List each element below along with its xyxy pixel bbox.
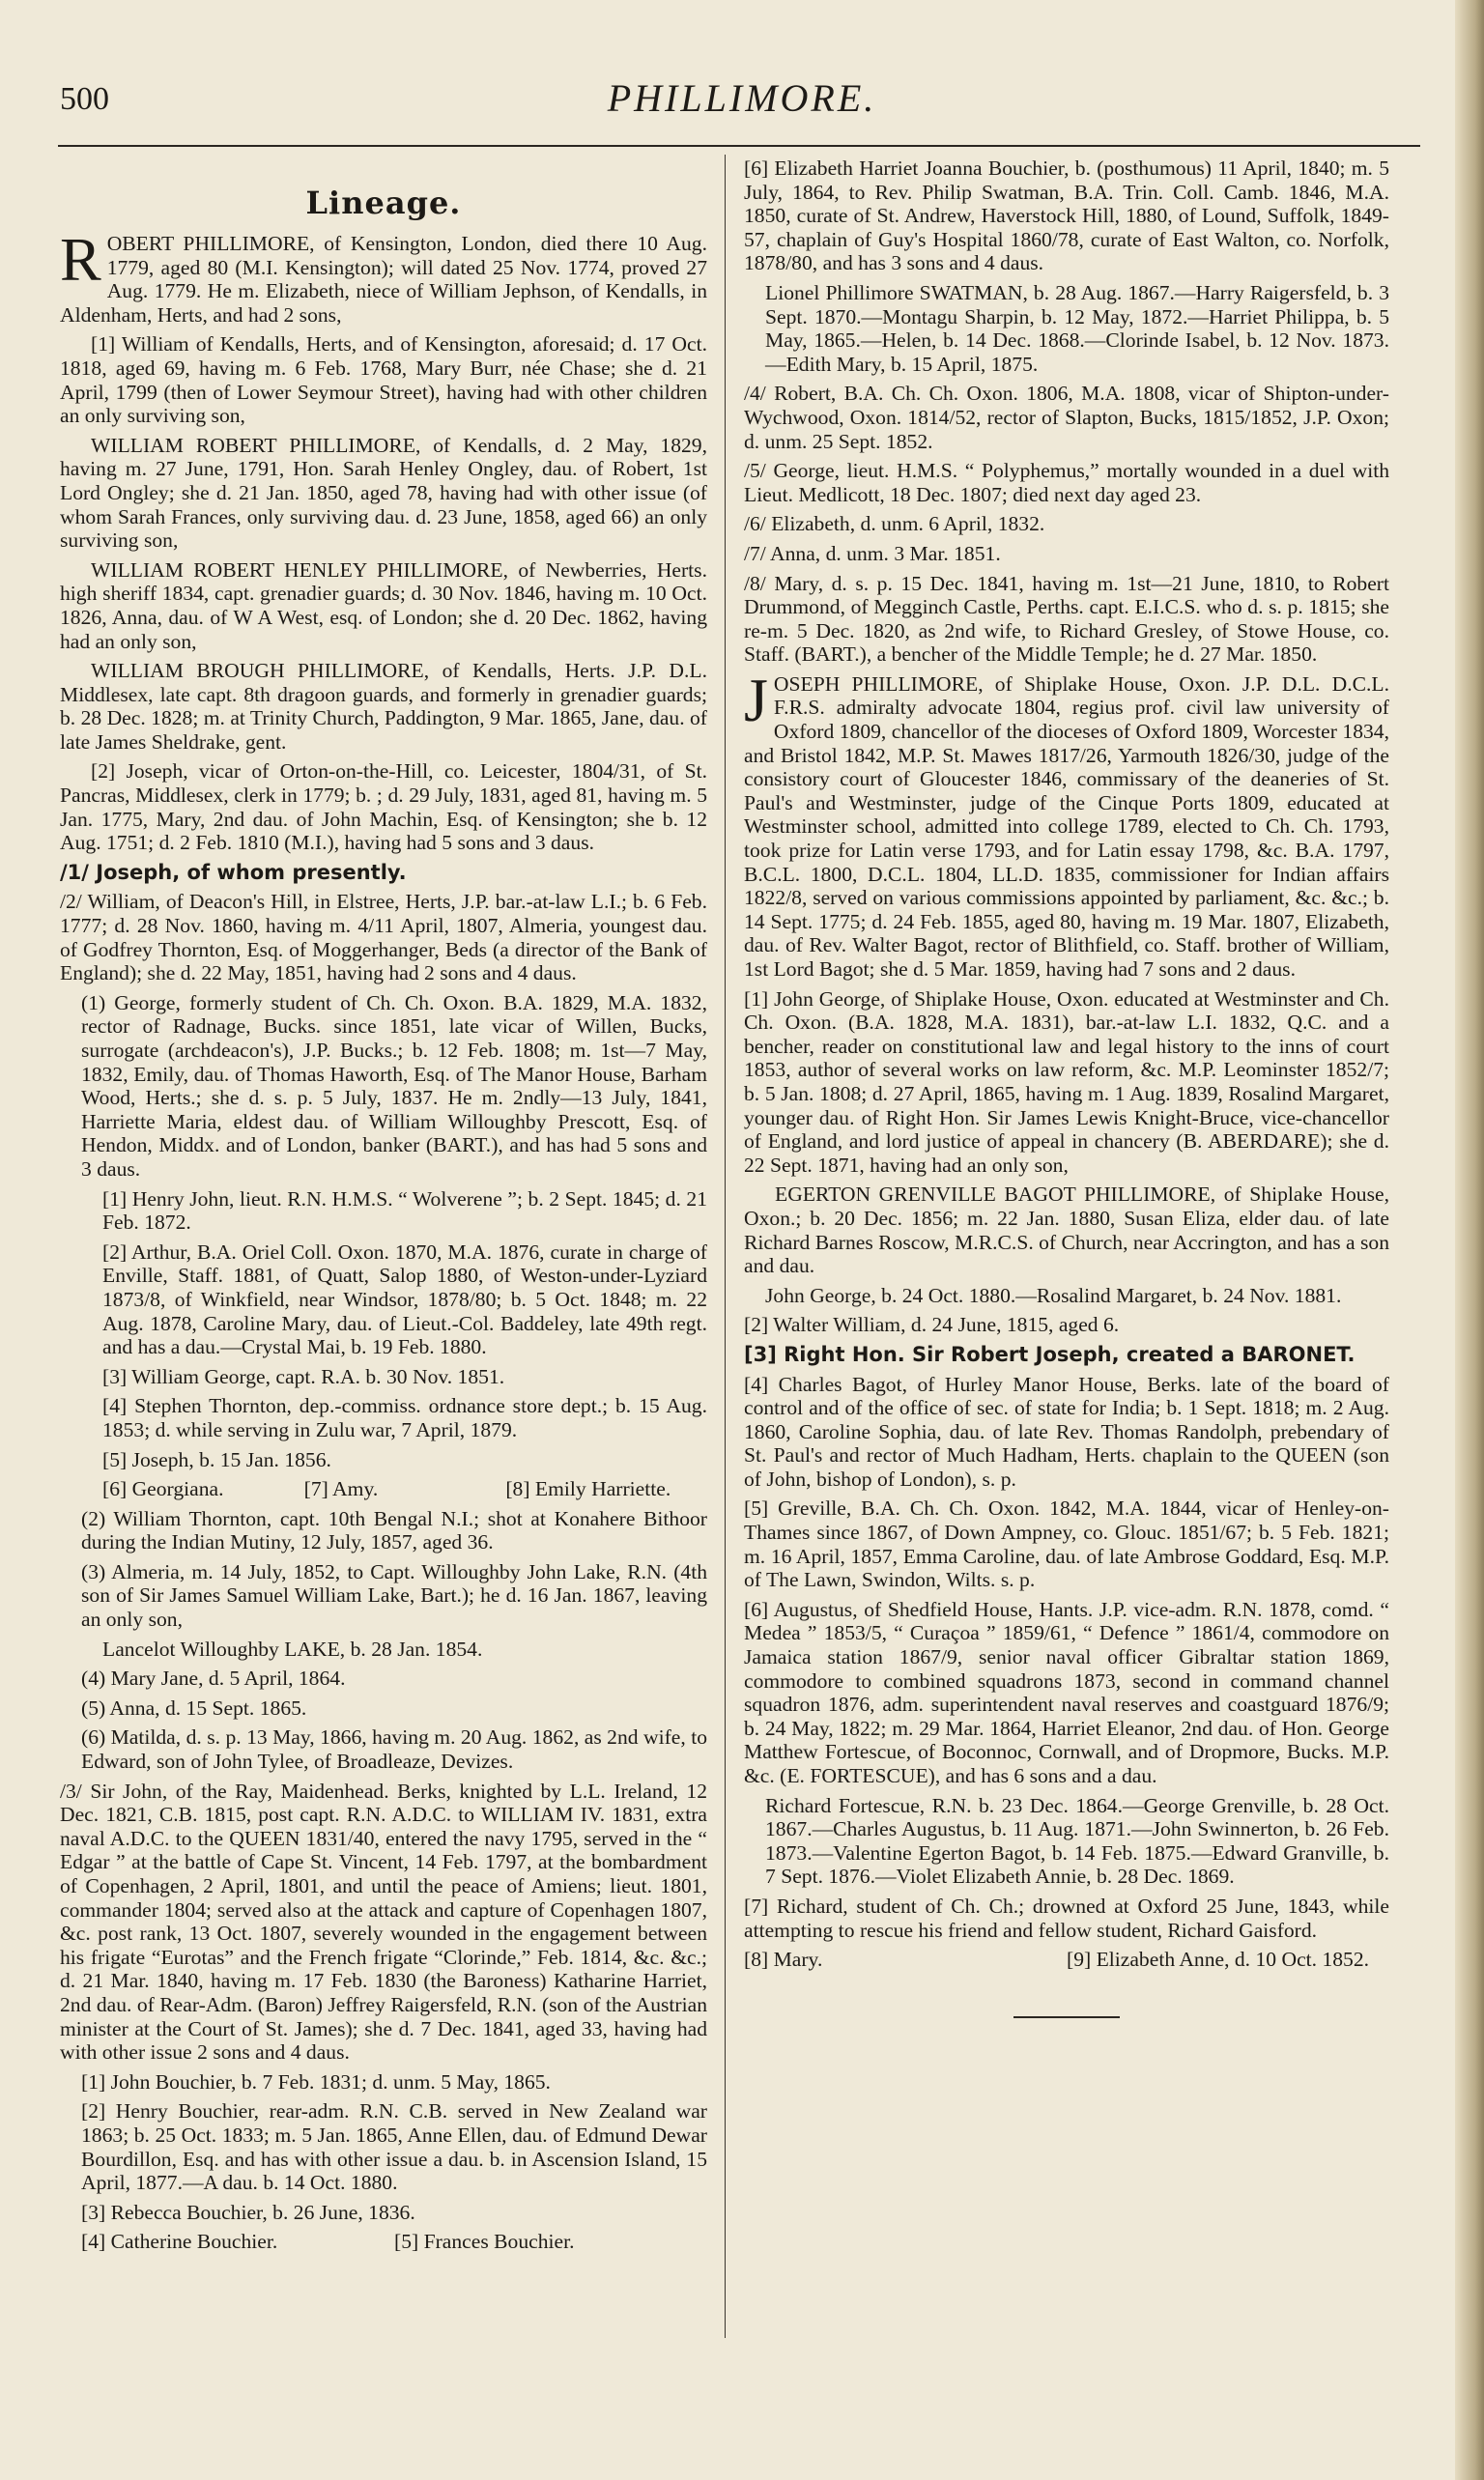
paragraph: [2] Joseph, vicar of Orton-on-the-Hill, co. Leicester, 1804/31, of St. Pancras, Middlesex, clerk in 1779; b. ; d. 29 July, 1831, aged 81, having m. 5 Jan. 1775, Mary, 2nd dau. of John Machin, Esq. of Kensington; she b. 12 Aug. 1751; d. 2 Feb. 1810 (M.I.), having had 5 sons and 3 daus. xyxy=(60,759,707,855)
paragraph: [8] Emily Harriette. xyxy=(505,1477,671,1501)
paragraph: Richard Fortescue, R.N. b. 23 Dec. 1864.—George Grenville, b. 28 Oct. 1867.—Charles Augustus, b. 11 Aug. 1871.—John Swinnerton, b. 26 Feb. 1873.—Valentine Egerton Bagot, b. 14 Feb. 1875.—Edward Granville, b. 7 Sept. 1876.—Violet Elizabeth Annie, b. 28 Dec. 1869. xyxy=(765,1793,1389,1889)
section-heading: Lineage. xyxy=(305,185,462,221)
paragraph: [4] Stephen Thornton, dep.-commiss. ordnance store dept.; b. 15 Aug. 1853; d. while serving in Zulu war, 7 April, 1879. xyxy=(102,1394,707,1441)
paragraph: [5] Frances Bouchier. xyxy=(394,2230,575,2254)
paragraph-group xyxy=(81,2230,707,2254)
paragraph: /5/ George, lieut. H.M.S. “ Polyphemus,” mortally wounded in a duel with Lieut. Medlicott, 18 Dec. 1807; died next day aged 23. xyxy=(744,459,1389,506)
page-number: 500 xyxy=(60,81,109,117)
paragraph: [1] John George, of Shiplake House, Oxon. educated at Westminster and Ch. Ch. Oxon. (B.A. 1828, M.A. 1831), bar.-at-law L.I. 1832, Q.C. and a bencher, reader on constitutional law and legal history to the inns of court 1853, author of several works on law reform, &c. M.P. Leominster 1852/7; b. 5 Jan. 1808; d. 27 April, 1865, having m. 1 Aug. 1839, Rosalind Margaret, younger dau. of Right Hon. Sir James Lewis Knight-Bruce, vice-chancellor of England, and lord justice of appeal in chancery (B. ABERDARE); she d. 22 Sept. 1871, having had an only son, xyxy=(744,986,1389,1177)
paragraph: /2/ William, of Deacon's Hill, in Elstree, Herts, J.P. bar.-at-law L.I.; b. 6 Feb. 1777; d. 28 Nov. 1860, having m. 4/11 April, 1807, Almeria, youngest dau. of Godfrey Thornton, Esq. of Moggerhanger, Beds (a director of the Bank of England); she d. 22 May, 1851, having had 2 sons and 4 daus. xyxy=(60,890,707,985)
end-rule xyxy=(1013,2016,1120,2018)
paragraph: ROBERT PHILLIMORE, of Kensington, London, died there 10 Aug. 1779, aged 80 (M.I. Kensington); will dated 25 Nov. 1774, proved 27 Aug. 1779. He m. Elizabeth, niece of William Jephson, of Kendalls, in Aldenham, Herts, and had 2 sons, xyxy=(60,225,707,327)
paragraph: EGERTON GRENVILLE BAGOT PHILLIMORE, of Shiplake House, Oxon.; b. 20 Dec. 1856; m. 22 Jan. 1880, Susan Eliza, elder dau. of late Richard Barnes Roscow, M.R.C.S. of Church, near Accrington, and has a son and dau. xyxy=(744,1183,1389,1278)
paragraph: [8] Mary. xyxy=(744,1948,823,1972)
paragraph: [4] Catherine Bouchier. xyxy=(81,2230,278,2254)
paragraph-group xyxy=(744,1948,1389,1972)
paragraph: [2] Walter William, d. 24 June, 1815, aged 6. xyxy=(744,1313,1120,1337)
paragraph: WILLIAM ROBERT PHILLIMORE, of Kendalls, d. 2 May, 1829, having m. 27 June, 1791, Hon. Sarah Henley Ongley, dau. of Robert, 1st Lord Ongley; she d. 21 Jan. 1850, aged 78, having had with other issue (of whom Sarah Frances, only surviving dau. d. 23 June, 1858, aged 66) an only surviving son, xyxy=(60,433,707,553)
drop-cap: R xyxy=(60,225,101,294)
paragraph: [5] Greville, B.A. Ch. Ch. Oxon. 1842, M.A. 1844, vicar of Henley-on-Thames since 1867, of Down Ampney, co. Glouc. 1851/67; b. 5 Feb. 1821; m. 16 April, 1857, Emma Caroline, dau. of late Ambrose Goddard, Esq. M.P. of The Lawn, Swindon, Wilts. s. p. xyxy=(744,1497,1389,1592)
paragraph: [3] Rebecca Bouchier, b. 26 June, 1836. xyxy=(81,2200,415,2224)
paragraph: [1] Henry John, lieut. R.N. H.M.S. “ Wolverene ”; b. 2 Sept. 1845; d. 21 Feb. 1872. xyxy=(102,1186,707,1235)
paragraph: (2) William Thornton, capt. 10th Bengal N.I.; shot at Konahere Bithoor during the Indian Mutiny, 12 July, 1857, aged 36. xyxy=(81,1506,707,1554)
column-divider xyxy=(725,155,726,2338)
paragraph: [1] William of Kendalls, Herts, and of Kensington, aforesaid; d. 17 Oct. 1818, aged 69, having m. 6 Feb. 1768, Mary Burr, née Chase; she d. 21 April, 1799 (then of Lower Seymour Street), having had with other children an only surviving son, xyxy=(60,332,707,428)
paragraph: (3) Almeria, m. 14 July, 1852, to Capt. Willoughby John Lake, R.N. (4th son of Sir James Samuel William Lake, Bart.); he d. 16 Jan. 1867, leaving an only son, xyxy=(81,1559,707,1632)
page-edge xyxy=(1455,0,1484,2480)
paragraph: [6] Elizabeth Harriet Joanna Bouchier, b. (posthumous) 11 April, 1840; m. 5 July, 1864, to Rev. Philip Swatman, B.A. Trin. Coll. Camb. 1846, M.A. 1850, curate of St. Andrew, Haverstock Hill, 1880, of Lound, Suffolk, 1849-57, chaplain of Guy's Hospital 1860/78, curate of East Walton, co. Norfolk, 1878/80, and has 3 sons and 4 daus. xyxy=(744,157,1389,275)
paragraph: (4) Mary Jane, d. 5 April, 1864. xyxy=(81,1667,346,1691)
paragraph-group xyxy=(102,1477,707,1501)
paragraph: /7/ Anna, d. unm. 3 Mar. 1851. xyxy=(744,541,1001,565)
paragraph: /1/ Joseph, of whom presently. xyxy=(60,860,407,884)
drop-cap: J xyxy=(744,665,768,734)
paragraph: WILLIAM BROUGH PHILLIMORE, of Kendalls, Herts. J.P. D.L. Middlesex, late capt. 8th dragoon guards, and formerly in grenadier guards; b. 28 Dec. 1828; m. at Trinity Church, Paddington, 9 Mar. 1865, Jane, dau. of late James Sheldrake, gent. xyxy=(60,659,707,754)
left-column xyxy=(60,157,707,2260)
paragraph: JOSEPH PHILLIMORE, of Shiplake House, Oxon. J.P. D.L. D.C.L. F.R.S. admiralty advocate 1804, regius prof. civil law university of Oxford 1809, chancellor of the dioceses of Oxford 1809, Worcester 1834, and Bristol 1842, M.P. St. Mawes 1817/26, Yarmouth 1826/30, judge of the consistory court of Gloucester 1846, commissary of the deaneries of St. Paul's and Westminster, judge of the Cinque Ports 1809, educated at Westminster school, admitted into college 1789, elected to Ch. Ch. 1793, took prize for Latin verse 1793, and for Latin essay 1798, &c. B.A. 1797, B.C.L. 1800, D.C.L. 1804, LL.D. 1835, commissioner for Indian affairs 1822/8, served on various commissions appointed by parliament, &c. &c.; b. 14 Sept. 1775; d. 24 Feb. 1855, aged 80, having m. 19 Mar. 1807, Elizabeth, dau. of Rev. Walter Bagot, rector of Blithfield, co. Staff. brother of William, 1st Lord Bagot; she d. 5 Mar. 1859, having had 7 sons and 2 daus. xyxy=(744,665,1389,981)
paragraph: Lancelot Willoughby LAKE, b. 28 Jan. 1854. xyxy=(102,1637,483,1661)
paragraph: [7] Amy. xyxy=(303,1477,379,1501)
paragraph: [2] Arthur, B.A. Oriel Coll. Oxon. 1870, M.A. 1876, curate in charge of Enville, Staff. 1881, of Quatt, Salop 1880, of Weston-under-Lyziard 1873/8, of Winkfield, near Windsor, 1878/80; b. 5 Oct. 1848; m. 22 Aug. 1878, Caroline Mary, dau. of Lieut.-Col. Baddeley, late 49th regt. and has a dau.—Crystal Mai, b. 19 Feb. 1880. xyxy=(102,1240,707,1359)
header-rule xyxy=(58,145,1420,147)
paragraph: John George, b. 24 Oct. 1880.—Rosalind Margaret, b. 24 Nov. 1881. xyxy=(765,1283,1342,1307)
paragraph: [3] William George, capt. R.A. b. 30 Nov. 1851. xyxy=(102,1364,505,1388)
paragraph: [9] Elizabeth Anne, d. 10 Oct. 1852. xyxy=(1067,1948,1370,1972)
paragraph: (5) Anna, d. 15 Sept. 1865. xyxy=(81,1696,307,1720)
paragraph: /8/ Mary, d. s. p. 15 Dec. 1841, having m. 1st—21 June, 1810, to Robert Drummond, of Megginch Castle, Perths. capt. E.I.C.S. who d. s. p. 1815; she re-m. 5 Dec. 1820, as 2nd wife, to Richard Gresley, of Stowe House, co. Staff. (BART.), a bencher of the Middle Temple; he d. 27 Mar. 1850. xyxy=(744,571,1389,667)
paragraph: [6] Augustus, of Shedfield House, Hants. J.P. vice-adm. R.N. 1878, comd. “ Medea ” 1853/5, “ Curaçoa ” 1859/61, “ Defence ” 1861/4, commodore on Jamaica station 1867/9, senior naval officer Gibraltar station 1869, commodore to combined squadrons 1873, second in command channel squadron 1876, adm. superintendent naval reserves and coastguard 1876/9; b. 24 May, 1822; m. 29 Mar. 1864, Harriet Eleanor, 2nd dau. of Hon. George Matthew Fortescue, of Boconnoc, Cornwall, and of Dropmore, Bucks. M.P. &c. (E. FORTESCUE), and has 6 sons and a dau. xyxy=(744,1597,1389,1787)
paragraph: Lionel Phillimore SWATMAN, b. 28 Aug. 1867.—Harry Raigersfeld, b. 3 Sept. 1870.—Montagu Sharpin, b. 12 May, 1872.—Harriet Philippa, b. 5 May, 1865.—Helen, b. 14 Dec. 1868.—Clorinde Isabel, b. 12 Nov. 1873.—Edith Mary, b. 15 April, 1875. xyxy=(765,280,1389,376)
paragraph: (1) George, formerly student of Ch. Ch. Oxon. B.A. 1829, M.A. 1832, rector of Radnage, Bucks. since 1851, late vicar of Willen, Bucks, surrogate (archdeacon's), J.P. Bucks.; b. 12 Feb. 1808; m. 1st—7 May, 1832, Emily, dau. of Thomas Haworth, Esq. of The Manor House, Barham Wood, Herts.; she d. s. p. 5 July, 1837. He m. 2ndly—13 July, 1841, Harriette Maria, eldest dau. of William Willoughby Prescott, Esq. of Hendon, Middx. and of London, banker (BART.), and has had 5 sons and 3 daus. xyxy=(81,990,707,1181)
paragraph: /4/ Robert, B.A. Ch. Ch. Oxon. 1806, M.A. 1808, vicar of Shipton-under-Wychwood, Oxon. 1814/52, rector of Slapton, Bucks, 1815/1852, J.P. Oxon; d. unm. 25 Sept. 1852. xyxy=(744,382,1389,453)
paragraph: /6/ Elizabeth, d. unm. 6 April, 1832. xyxy=(744,512,1045,536)
paragraph: [3] Right Hon. Sir Robert Joseph, created a BARONET. xyxy=(744,1342,1356,1366)
paragraph: [4] Charles Bagot, of Hurley Manor House, Berks. late of the board of control and of the office of sec. of state for India; b. 1 Sept. 1818; m. 2 Aug. 1860, Caroline Sophia, dau. of late Rev. Thomas Randolph, prebendary of St. Paul's and rector of Much Hadham, Herts. chaplain to the QUEEN (son of John, bishop of London), s. p. xyxy=(744,1372,1389,1491)
running-title: PHILLIMORE. xyxy=(607,76,877,120)
paragraph: WILLIAM ROBERT HENLEY PHILLIMORE, of Newberries, Herts. high sheriff 1834, capt. grenadier guards; d. 30 Nov. 1846, having m. 10 Oct. 1826, Anna, dau. of W A West, esq. of London; she d. 20 Dec. 1862, having had an only son, xyxy=(60,557,707,653)
paragraph: [6] Georgiana. xyxy=(102,1477,224,1501)
paragraph: (6) Matilda, d. s. p. 13 May, 1866, having m. 20 Aug. 1862, as 2nd wife, to Edward, son of John Tylee, of Broadleaze, Devizes. xyxy=(81,1725,707,1774)
paragraph: /3/ Sir John, of the Ray, Maidenhead. Berks, knighted by L.L. Ireland, 12 Dec. 1821, C.B. 1815, post capt. R.N. A.D.C. to WILLIAM IV. 1831, extra naval A.D.C. to the QUEEN 1831/40, entered the navy 1795, served in the “ Edgar ” at the battle of Cape St. Vincent, 14 Feb. 1797, at the bombardment of Copenhagen, 2 April, 1801, and until the peace of Amiens; lieut. 1801, commander 1804; served also at the attack and capture of Copenhagen 1807, &c. post rank, 13 Oct. 1807, severely wounded in the engagement between his frigate “Eurotas” and the French frigate “Clorinde,” Feb. 1814, &c. &c.; d. 21 Mar. 1840, having m. 17 Feb. 1830 (the Baroness) Katharine Harriet, 2nd dau. of Rear-Adm. (Baron) Jeffrey Raigersfeld, R.N. (son of the Austrian minister at the Court of St. James); she d. 7 Dec. 1841, aged 33, having had with other issue 2 sons and 4 daus. xyxy=(60,1779,707,2065)
paragraph: [7] Richard, student of Ch. Ch.; drowned at Oxford 25 June, 1843, while attempting to rescue his friend and fellow student, Richard Gaisford. xyxy=(744,1894,1389,1942)
right-column xyxy=(744,157,1389,2018)
paragraph: [5] Joseph, b. 15 Jan. 1856. xyxy=(102,1447,331,1471)
paragraph: [1] John Bouchier, b. 7 Feb. 1831; d. unm. 5 May, 1865. xyxy=(81,2069,551,2094)
paragraph: [2] Henry Bouchier, rear-adm. R.N. C.B. served in New Zealand war 1863; b. 25 Oct. 1833; m. 5 Jan. 1865, Anne Ellen, dau. of Edmund Dewar Bourdillon, Esq. and has with other issue a dau. b. in Ascension Island, 15 April, 1877.—A dau. b. 14 Oct. 1880. xyxy=(81,2099,707,2195)
